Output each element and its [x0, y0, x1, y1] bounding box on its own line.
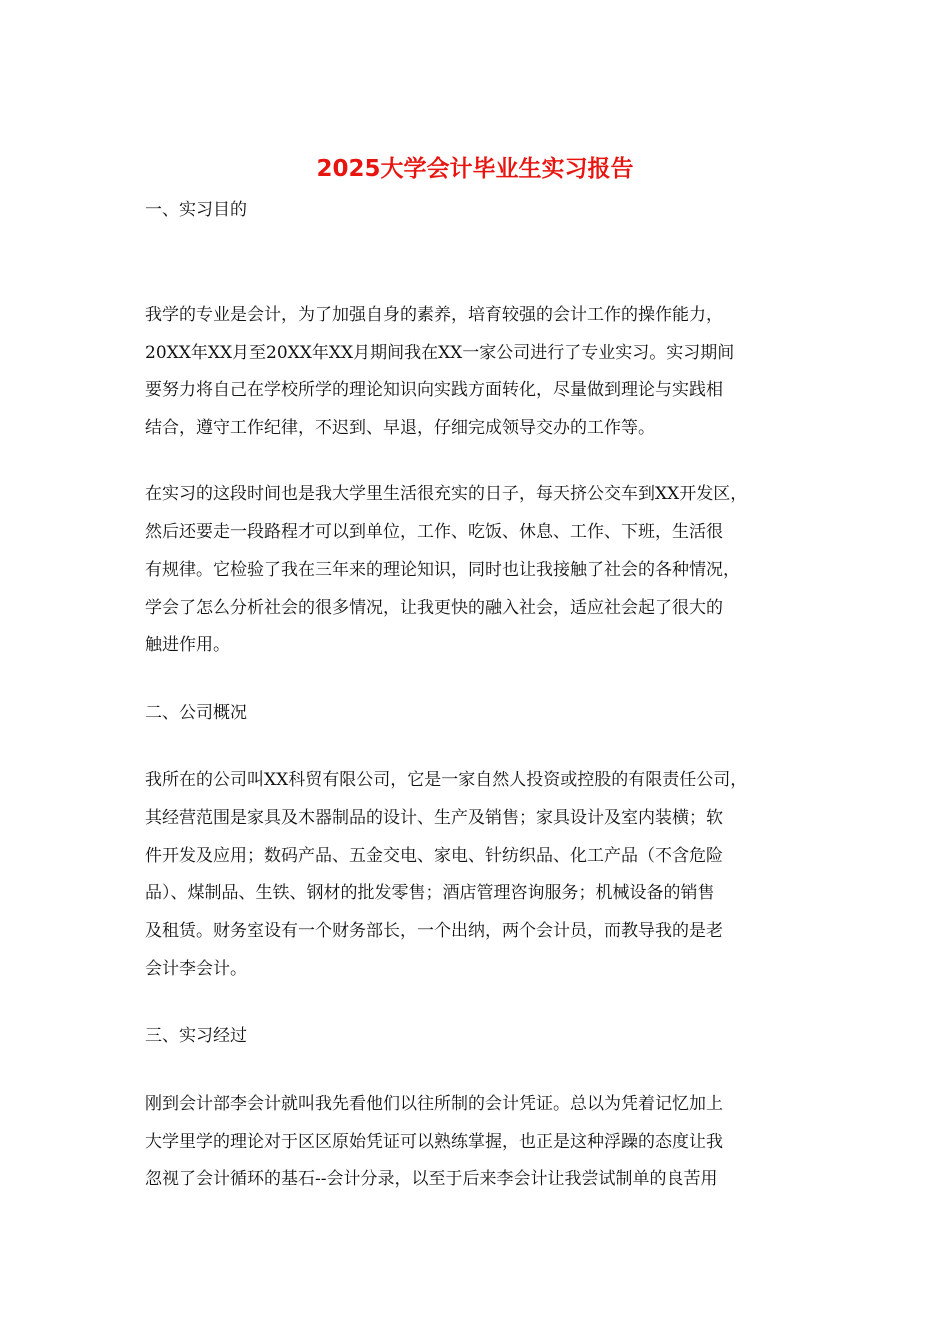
paragraph-line: 我学的专业是会计，为了加强自身的素养，培育较强的会计工作的操作能力， [145, 305, 723, 325]
paragraph-line: 学会了怎么分析社会的很多情况，让我更快的融入社会，适应社会起了很大的 [145, 598, 723, 618]
paragraph-line: 刚到会计部李会计就叫我先看他们以往所制的会计凭证。总以为凭着记忆加上 [145, 1094, 723, 1114]
document-title: 2025大学会计毕业生实习报告 [316, 156, 634, 182]
paragraph-line: 忽视了会计循环的基石--会计分录，以至于后来李会计让我尝试制单的良苦用 [145, 1169, 718, 1189]
paragraph-line: 品）、煤制品、生铁、钢材的批发零售；酒店管理咨询服务；机械设备的销售 [145, 883, 715, 903]
paragraph-line: 件开发及应用；数码产品、五金交电、家电、针纺织品、化工产品（不含危险 [145, 846, 723, 866]
section-heading: 三、实习经过 [145, 1026, 247, 1046]
paragraph-line: 及租赁。财务室设有一个财务部长，一个出纳，两个会计员，而教导我的是老 [145, 921, 723, 941]
paragraph-line: 有规律。它检验了我在三年来的理论知识，同时也让我接触了社会的各种情况， [145, 560, 740, 580]
paragraph-line: 触进作用。 [145, 635, 230, 655]
section-heading: 一、实习目的 [145, 200, 247, 220]
paragraph-line: 20XX年XX月至20XX年XX月期间我在XX一家公司进行了专业实习。实习期间 [145, 343, 735, 363]
paragraph-line: 其经营范围是家具及木器制品的设计、生产及销售；家具设计及室内装横；软 [145, 808, 723, 828]
paragraph-line: 在实习的这段时间也是我大学里生活很充实的日子，每天挤公交车到XX开发区， [145, 484, 748, 504]
paragraph-line: 结合，遵守工作纪律，不迟到、早退，仔细完成领导交办的工作等。 [145, 418, 655, 438]
paragraph-line: 大学里学的理论对于区区原始凭证可以熟练掌握，也正是这种浮躁的态度让我 [145, 1132, 723, 1152]
paragraph-line: 会计李会计。 [145, 959, 247, 979]
paragraph-line: 我所在的公司叫XX科贸有限公司，它是一家自然人投资或控股的有限责任公司， [145, 770, 748, 790]
paragraph-line: 要努力将自己在学校所学的理论知识向实践方面转化，尽量做到理论与实践相 [145, 380, 723, 400]
section-heading: 二、公司概况 [145, 703, 247, 723]
paragraph-line: 然后还要走一段路程才可以到单位，工作、吃饭、休息、工作、下班，生活很 [145, 522, 723, 542]
